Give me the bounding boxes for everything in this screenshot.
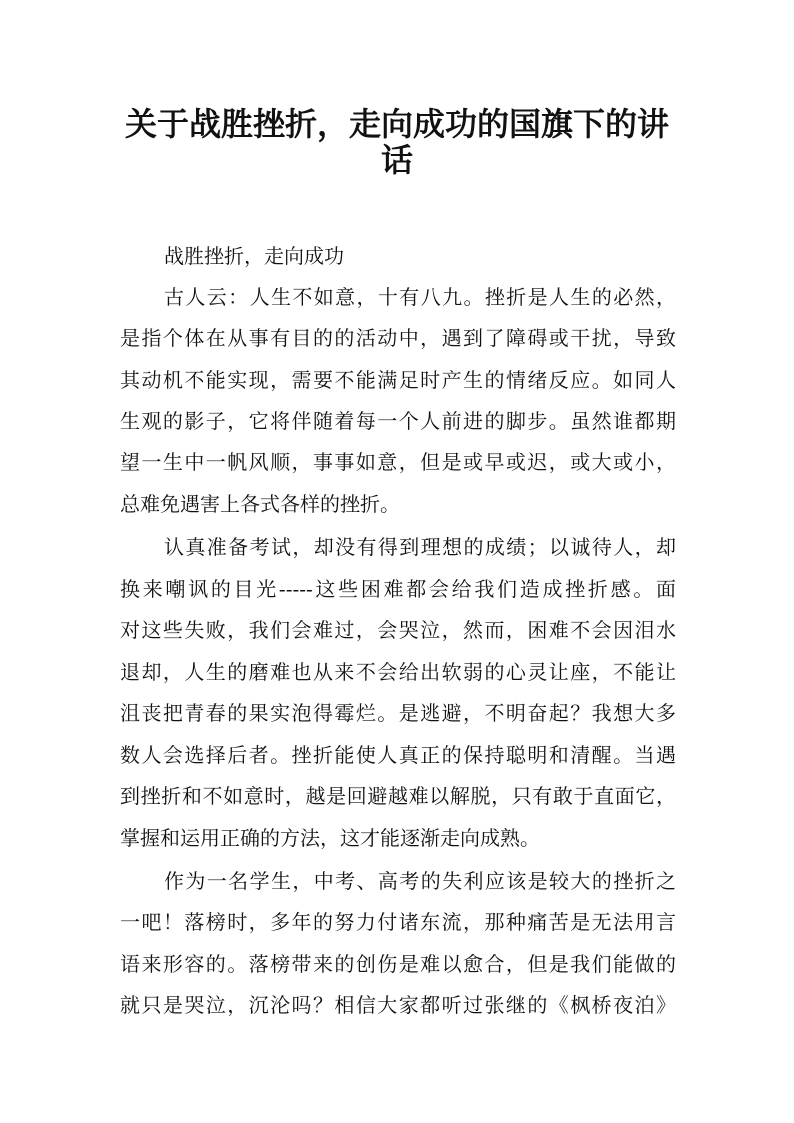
text-line: 沮丧把青春的果实泡得霉烂。是逃避，不明奋起？我想大多	[120, 701, 676, 725]
text-line: 退却，人生的磨难也从来不会给出软弱的心灵让座，不能让	[120, 660, 676, 684]
text-line: 望一生中一帆风顺，事事如意，但是或早或迟，或大或小，	[120, 450, 676, 474]
text-line: 数人会选择后者。挫折能使人真正的保持聪明和清醒。当遇	[120, 743, 676, 767]
text-line: 到挫折和不如意时，越是回避越难以解脱，只有敢于直面它，	[120, 784, 676, 808]
text-line: 换来嘲讽的目光-----这些困难都会给我们造成挫折感。面	[120, 577, 676, 601]
document-title-line-2: 话	[380, 141, 413, 179]
text-line: 生观的影子，它将伴随着每一个人前进的脚步。虽然谁都期	[120, 409, 676, 433]
text-line: 语来形容的。落榜带来的创伤是难以愈合，但是我们能做的	[120, 952, 676, 976]
text-line: 对这些失败，我们会难过，会哭泣，然而，困难不会因泪水	[120, 618, 676, 642]
text-line: 作为一名学生，中考、高考的失利应该是较大的挫折之	[164, 869, 676, 893]
text-line: 其动机不能实现，需要不能满足时产生的情绪反应。如同人	[120, 368, 676, 392]
text-line: 总难免遇害上各式各样的挫折。	[120, 492, 400, 516]
subtitle: 战胜挫折，走向成功	[164, 244, 344, 268]
text-line: 是指个体在从事有目的的活动中，遇到了障碍或干扰，导致	[120, 326, 676, 350]
text-line: 认真准备考试，却没有得到理想的成绩；以诚待人，却	[164, 535, 676, 559]
text-line: 一吧！落榜时，多年的努力付诸东流，那种痛苦是无法用言	[120, 910, 676, 934]
text-line: 古人云：人生不如意，十有八九。挫折是人生的必然，	[164, 285, 676, 309]
document-title-line-1: 关于战胜挫折，走向成功的国旗下的讲	[124, 105, 669, 143]
text-line: 掌握和运用正确的方法，这才能逐渐走向成熟。	[120, 826, 540, 850]
text-line: 就只是哭泣，沉沦吗？相信大家都听过张继的《枫桥夜泊》	[120, 993, 676, 1017]
